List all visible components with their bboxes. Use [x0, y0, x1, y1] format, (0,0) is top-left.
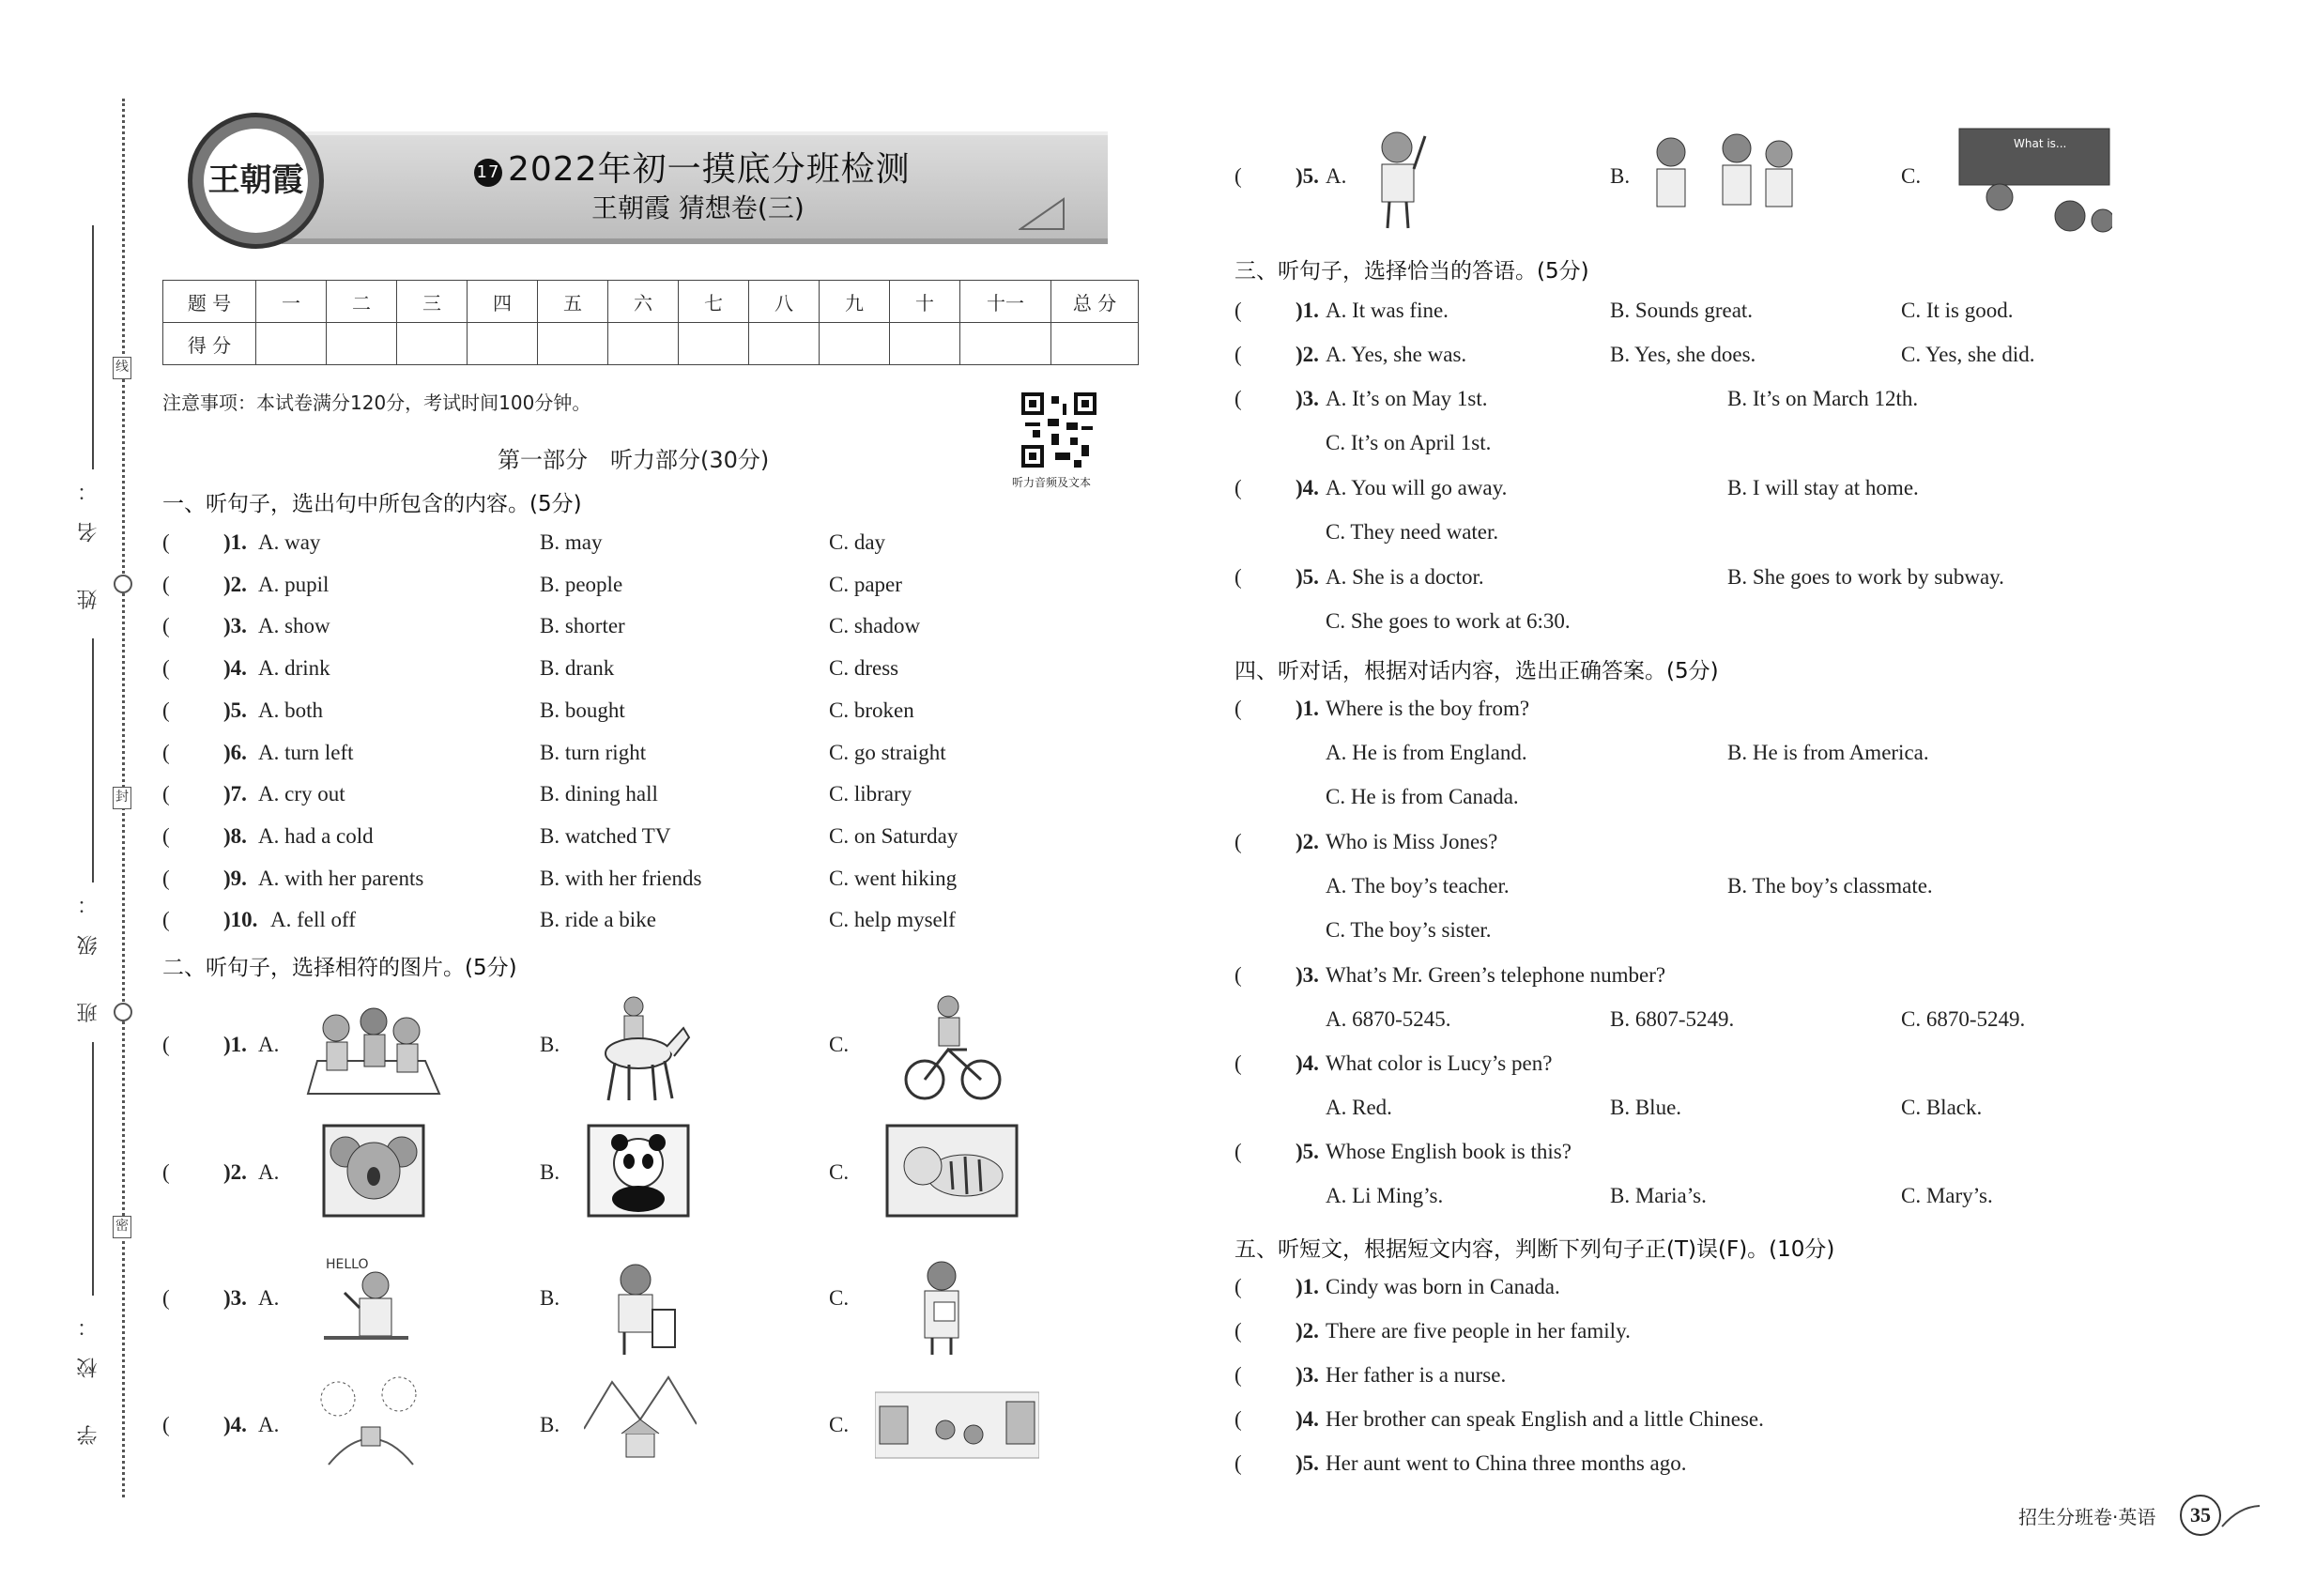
question-text: What’s Mr. Green’s telephone number?: [1326, 963, 1666, 987]
option-c: C. Yes, she did.: [1901, 343, 2035, 366]
option-a: A. You will go away.: [1326, 476, 1508, 499]
option-b: B. I will stay at home.: [1727, 476, 1919, 499]
boy-with-book-picture[interactable]: [906, 1253, 981, 1357]
score-cell[interactable]: [1051, 323, 1139, 365]
question-number: )3.: [223, 1286, 247, 1310]
question-number: )4.: [1296, 1407, 1319, 1431]
answer-blank[interactable]: (: [1234, 1407, 1242, 1431]
exam-title: [474, 143, 911, 191]
question-number: )2.: [1296, 343, 1319, 366]
answer-blank[interactable]: (: [1234, 1451, 1242, 1475]
option-c: C. go straight: [829, 740, 946, 764]
school-line: [92, 1042, 94, 1296]
footer-label: 招生分班卷·英语: [2018, 1506, 2156, 1528]
option-a: A. cry out: [258, 782, 345, 806]
question-number: )2.: [1296, 1319, 1319, 1343]
answer-blank[interactable]: (: [162, 908, 170, 932]
name-label: 姓 名：: [76, 460, 100, 610]
class-label: 班 级：: [76, 873, 100, 1023]
option-a: A. Yes, she was.: [1326, 343, 1467, 366]
answer-blank[interactable]: (: [162, 782, 170, 806]
pen-icon: [2220, 1502, 2262, 1530]
option-b: B. turn right: [540, 740, 647, 764]
option-b: B.: [540, 1033, 560, 1056]
option-c: C. broken: [829, 698, 914, 722]
answer-blank[interactable]: (: [1234, 1363, 1242, 1387]
question-number: )5.: [1296, 1140, 1319, 1163]
question-number: )3.: [1296, 1363, 1319, 1387]
option-c: C. shadow: [829, 614, 921, 638]
boy-on-phone-picture[interactable]: [596, 1253, 681, 1357]
answer-blank[interactable]: (: [1234, 164, 1242, 188]
option-c: C. It is good.: [1901, 299, 2014, 322]
option-a: A. He is from England.: [1326, 741, 1527, 764]
answer-blank[interactable]: (: [162, 530, 170, 554]
question-text: Where is the boy from?: [1326, 697, 1530, 720]
option-b: B.: [540, 1286, 560, 1310]
option-a: A. fell off: [270, 908, 356, 932]
question-number: )1.: [1296, 697, 1319, 720]
section4-title: 四、听对话，根据对话内容，选出正确答案。(5分): [1234, 659, 1719, 683]
school-label: 学 校：: [76, 1296, 100, 1446]
question-number: )4.: [1296, 476, 1319, 499]
option-a: A. Li Ming’s.: [1326, 1184, 1444, 1207]
question-number: )3.: [1296, 387, 1319, 410]
page-number: 35: [2180, 1495, 2221, 1536]
statement-text: Her father is a nurse.: [1326, 1363, 1507, 1387]
option-c: C. went hiking: [829, 866, 958, 890]
option-c: C. 6870-5249.: [1901, 1007, 2026, 1031]
option-c: C.: [1901, 164, 1922, 188]
score-header-cell: 七: [679, 281, 749, 323]
score-table-row: [163, 281, 1139, 323]
question-number: )1.: [1296, 299, 1319, 322]
question-number: )2.: [223, 1160, 247, 1184]
option-a: A.: [1326, 164, 1347, 188]
name-line: [92, 225, 94, 469]
section1-title: 一、听句子，选出句中所包含的内容。(5分): [162, 492, 582, 516]
option-b: B. watched TV: [540, 823, 671, 848]
option-b: B.: [1610, 164, 1631, 188]
question-number: )1.: [1296, 1275, 1319, 1298]
board-text: What is...: [2014, 137, 2067, 150]
question-number: )2.: [1296, 830, 1319, 853]
option-b: B.: [540, 1413, 560, 1436]
score-cell[interactable]: [749, 323, 820, 365]
hello-board-text: HELLO: [326, 1257, 369, 1272]
answer-blank[interactable]: (: [162, 1160, 170, 1184]
score-header-cell: 一: [256, 281, 327, 323]
question-number: )5.: [223, 698, 247, 722]
option-c: C. The boy’s sister.: [1326, 918, 1492, 942]
score-cell[interactable]: [679, 323, 749, 365]
answer-blank[interactable]: (: [1234, 387, 1242, 410]
answer-blank[interactable]: (: [1234, 1140, 1242, 1163]
score-cell[interactable]: [397, 323, 468, 365]
question-text: Whose English book is this?: [1326, 1140, 1572, 1163]
question-number: )3.: [223, 614, 247, 638]
bike-riding-picture[interactable]: [901, 993, 1004, 1106]
option-a: A. both: [258, 698, 323, 722]
answer-blank[interactable]: (: [1234, 1319, 1242, 1343]
street-scene-picture[interactable]: [875, 1388, 1039, 1463]
exam-title-text: 2022年初一摸底分班检测: [508, 150, 911, 189]
question-number: )5.: [1296, 1451, 1319, 1475]
answer-blank[interactable]: (: [1234, 343, 1242, 366]
score-header-cell: 八: [749, 281, 820, 323]
option-a: A.: [258, 1286, 280, 1310]
option-c: C.: [829, 1413, 850, 1436]
answer-blank[interactable]: (: [162, 656, 170, 681]
answer-blank[interactable]: (: [1234, 299, 1242, 322]
part1-title: 第一部分 听力部分(30分): [498, 447, 770, 473]
option-a: A. It’s on May 1st.: [1326, 387, 1488, 410]
answer-blank[interactable]: (: [1234, 830, 1242, 853]
brand-logo: [188, 113, 324, 249]
option-c: C. library: [829, 782, 912, 806]
option-a: A. with her parents: [258, 866, 424, 890]
option-c: C. day: [829, 530, 886, 554]
option-b: B. may: [540, 530, 603, 554]
option-c: C. It’s on April 1st.: [1326, 431, 1492, 454]
children-talking-picture[interactable]: [1648, 131, 1802, 230]
score-header-cell: 题 号: [163, 281, 256, 323]
binding-hole: [114, 575, 132, 593]
answer-blank[interactable]: (: [162, 823, 170, 848]
score-cell[interactable]: [256, 323, 327, 365]
option-c: C.: [829, 1160, 850, 1184]
seal-box-line: 线: [113, 357, 131, 379]
section2-title: 二、听句子，选择相符的图片。(5分): [162, 956, 517, 980]
option-b: B. Yes, she does.: [1610, 343, 1756, 366]
score-header-cell: 五: [538, 281, 608, 323]
option-b: B. ride a bike: [540, 908, 656, 932]
option-a: A. turn left: [258, 740, 354, 764]
option-b: B. shorter: [540, 614, 625, 638]
option-b: B. dining hall: [540, 782, 658, 806]
score-header-cell: 三: [397, 281, 468, 323]
question-number: )2.: [223, 572, 247, 596]
boy-saying-hello-picture[interactable]: [324, 1253, 413, 1357]
option-a: A. drink: [258, 656, 330, 681]
answer-blank[interactable]: (: [1234, 476, 1242, 499]
score-cell[interactable]: [538, 323, 608, 365]
option-c: C. paper: [829, 572, 902, 596]
score-header-cell: 十: [890, 281, 960, 323]
exam-number-badge: 17: [474, 159, 502, 187]
option-b: B. Blue.: [1610, 1096, 1682, 1119]
tiger-picture[interactable]: [885, 1124, 1019, 1218]
question-text: Who is Miss Jones?: [1326, 830, 1498, 853]
option-c: C. Black.: [1901, 1096, 1983, 1119]
statement-text: Her aunt went to China three months ago.: [1326, 1451, 1687, 1475]
option-a: A.: [258, 1160, 280, 1184]
classroom-board-picture[interactable]: [1957, 127, 2112, 235]
score-header-cell: 九: [820, 281, 890, 323]
answer-blank[interactable]: (: [162, 740, 170, 764]
score-cell[interactable]: [820, 323, 890, 365]
option-a: A. had a cold: [258, 823, 374, 848]
horse-riding-picture[interactable]: [582, 995, 695, 1108]
answer-blank[interactable]: (: [162, 866, 170, 890]
score-cell[interactable]: [890, 323, 960, 365]
score-table-row: [163, 323, 1139, 365]
option-a: A. 6870-5245.: [1326, 1007, 1451, 1031]
mountain-village-picture[interactable]: [584, 1373, 697, 1471]
answer-blank[interactable]: (: [162, 1413, 170, 1436]
ruler-icon: [1019, 197, 1066, 231]
option-a: A. It was fine.: [1326, 299, 1449, 322]
option-a: A. The boy’s teacher.: [1326, 874, 1510, 898]
score-cell[interactable]: [327, 323, 397, 365]
seal-box-seal: 封: [113, 787, 131, 809]
question-number: )5.: [1296, 565, 1319, 589]
answer-blank[interactable]: (: [1234, 1051, 1242, 1075]
notice-text: 注意事项：本试卷满分120分，考试时间100分钟。: [162, 391, 591, 414]
answer-blank[interactable]: (: [162, 698, 170, 722]
score-cell[interactable]: [468, 323, 538, 365]
option-c: C.: [829, 1033, 850, 1056]
question-number: )4.: [1296, 1051, 1319, 1075]
question-number: )3.: [1296, 963, 1319, 987]
option-b: B. people: [540, 572, 623, 596]
option-c: C. He is from Canada.: [1326, 785, 1519, 808]
question-number: )9.: [223, 866, 247, 890]
option-b: B. The boy’s classmate.: [1727, 874, 1933, 898]
option-b: B. It’s on March 12th.: [1727, 387, 1919, 410]
option-b: B. Sounds great.: [1610, 299, 1754, 322]
score-cell[interactable]: [960, 323, 1051, 365]
answer-blank[interactable]: (: [162, 572, 170, 596]
score-header-cell: 总 分: [1051, 281, 1139, 323]
option-b: B. drank: [540, 656, 615, 681]
option-a: A. She is a doctor.: [1326, 565, 1484, 589]
exam-subtitle: 王朝霞 猜想卷(三): [591, 192, 805, 223]
option-c: C. They need water.: [1326, 520, 1499, 544]
picnic-picture[interactable]: [299, 995, 449, 1098]
boy-raising-hand-picture[interactable]: [1369, 127, 1430, 230]
option-a: A. Red.: [1326, 1096, 1392, 1119]
answer-blank[interactable]: (: [1234, 697, 1242, 720]
statement-text: Her brother can speak English and a little Chinese.: [1326, 1407, 1764, 1431]
option-c: C. dress: [829, 656, 899, 681]
option-a: A.: [258, 1033, 280, 1056]
option-c: C. She goes to work at 6:30.: [1326, 609, 1571, 633]
option-a: A. show: [258, 614, 330, 638]
option-b: B. He is from America.: [1727, 741, 1929, 764]
binding-hole: [114, 1003, 132, 1021]
option-b: B. with her friends: [540, 866, 702, 890]
class-line: [92, 638, 94, 882]
qr-code-icon[interactable]: [1021, 392, 1096, 468]
option-a: A. way: [258, 530, 321, 554]
question-number: )5.: [1296, 164, 1319, 188]
answer-blank[interactable]: (: [1234, 963, 1242, 987]
score-header-cell: 四: [468, 281, 538, 323]
option-c: C. Mary’s.: [1901, 1184, 1993, 1207]
score-header-cell: 二: [327, 281, 397, 323]
statement-text: Cindy was born in Canada.: [1326, 1275, 1560, 1298]
score-table: [162, 280, 1139, 365]
question-number: )4.: [223, 1413, 247, 1436]
question-text: What color is Lucy’s pen?: [1326, 1051, 1553, 1075]
koala-picture[interactable]: [322, 1124, 425, 1218]
score-header-cell: 六: [608, 281, 679, 323]
seal-box-secret: 密: [113, 1216, 131, 1238]
answer-blank[interactable]: (: [1234, 1275, 1242, 1298]
question-number: )6.: [223, 740, 247, 764]
option-b: B. She goes to work by subway.: [1727, 565, 2004, 589]
answer-blank[interactable]: (: [162, 1286, 170, 1310]
option-c: C. help myself: [829, 908, 956, 932]
score-header-cell: 十一: [960, 281, 1051, 323]
option-b: B. Maria’s.: [1610, 1184, 1707, 1207]
question-number: )1.: [223, 1033, 247, 1056]
option-b: B.: [540, 1160, 560, 1184]
score-cell[interactable]: [608, 323, 679, 365]
answer-blank[interactable]: (: [162, 1033, 170, 1056]
option-b: B. bought: [540, 698, 625, 722]
park-scene-picture[interactable]: [319, 1375, 422, 1469]
statement-text: There are five people in her family.: [1326, 1319, 1631, 1343]
question-number: )10.: [223, 908, 258, 932]
option-c: C.: [829, 1286, 850, 1310]
option-a: A.: [258, 1413, 280, 1436]
question-number: )1.: [223, 530, 247, 554]
option-c: C. on Saturday: [829, 823, 958, 848]
option-b: B. 6807-5249.: [1610, 1007, 1735, 1031]
answer-blank[interactable]: (: [1234, 565, 1242, 589]
answer-blank[interactable]: (: [162, 614, 170, 638]
qr-caption: 听力音频及文本: [1012, 476, 1092, 489]
section3-title: 三、听句子，选择恰当的答语。(5分): [1234, 259, 1589, 284]
question-number: )8.: [223, 823, 247, 848]
score-row-label: 得 分: [163, 323, 256, 365]
panda-picture[interactable]: [587, 1124, 690, 1218]
section5-title: 五、听短文，根据短文内容，判断下列句子正(T)误(F)。(10分): [1234, 1237, 1835, 1262]
question-number: )7.: [223, 782, 247, 806]
brand-logo-text: 王朝霞: [204, 129, 308, 233]
question-number: )4.: [223, 656, 247, 681]
option-a: A. pupil: [258, 572, 330, 596]
